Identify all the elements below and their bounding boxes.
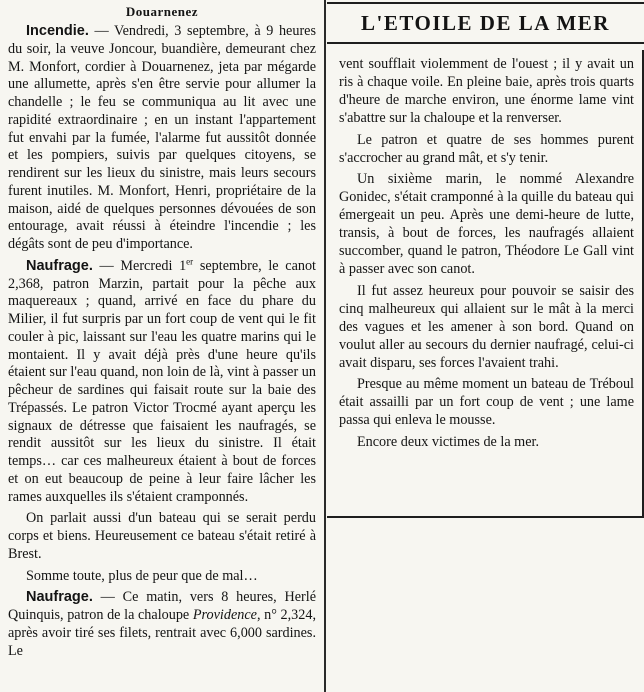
section-heading-douarnenez: Douarnenez bbox=[125, 4, 199, 19]
paragraph-patron: Le patron et quatre de ses hommes purent s'accrocher au grand mât, et s'y tenir. bbox=[339, 131, 634, 166]
keyword-naufrage-2: Naufrage. bbox=[26, 589, 93, 606]
article-incendie-text: — Vendredi, 3 septembre, à 9 heures du soir, la veuve Joncour, buandière, demeurant chez M. Monfort, cordier à Douarnenez, jeta par mégarde une allumette, après s'en être servie pour allumer la chandelle ; le feu se communiqua au lit avec une rapidité extraordinaire ; en un instant l'appartement fut envahi par la fumée, l'alarme fut aussitôt donnée et les pompiers, suivis par quelques citoyens, se rendirent sur les lieux du sinistre, mais leurs secours furent inutiles. M. Monfort, Henri, propriétaire de la maison, aidé de quelques personnes dévouées de son entourage, avait réussi à éteindre l'incendie ; les dégâts sont de peu d'importance. bbox=[8, 23, 316, 252]
article-naufrage-1-text-a: — Mercredi 1 bbox=[92, 257, 187, 274]
column-divider bbox=[324, 0, 326, 692]
masthead-title: L'ETOILE DE LA MER bbox=[361, 10, 610, 35]
paragraph-vent: vent soufflait violemment de l'ouest ; il y avait un ris à chaque voile. En pleine baie, après trois quarts d'heure de marche environ, une énorme lame vint s'abattre sur la chaloupe et la renverser. bbox=[339, 56, 634, 126]
ordinal-superscript: er bbox=[186, 256, 194, 267]
paragraph-treboul: Presque au même moment un bateau de Tréboul était assailli par un fort coup de vent ; une lame passa qui enleva le mousse. bbox=[339, 376, 634, 429]
keyword-naufrage-1: Naufrage. bbox=[26, 257, 93, 274]
right-column bbox=[327, 0, 644, 692]
paragraph-bateau-perdu: On parlait aussi d'un bateau qui se serait perdu corps et biens. Heureusement ce bateau s'était retiré à Brest. bbox=[8, 510, 316, 562]
boat-name-providence: Providence bbox=[192, 607, 257, 623]
article-naufrage-2 bbox=[8, 589, 316, 660]
article-naufrage-2-text-b: , n° 2,324, après avoir tiré ses filets, rentrait avec 6,000 sardines. Le bbox=[8, 607, 316, 659]
paragraph-somme-toute: Somme toute, plus de peur que de mal… bbox=[26, 567, 258, 584]
masthead bbox=[327, 2, 644, 44]
keyword-incendie: Incendie. bbox=[26, 23, 89, 39]
article-naufrage-1 bbox=[8, 258, 316, 507]
paragraph-sixieme-marin: Un sixième marin, le nommé Alexandre Gonidec, s'était cramponné à la quille du bateau qui émergeait un peu. Après une demi-heure de lutte, transis, à bout de forces, les naufragés allaient succomber, quand le patron, Théodore Le Gall vint à passer avec son canot. bbox=[339, 171, 634, 277]
article-naufrage-2-text-a: — Ce matin, vers 8 heures, Herlé Quinquis, patron de la chaloupe bbox=[8, 589, 316, 623]
article-incendie bbox=[8, 23, 316, 254]
paragraph-victimes: Encore deux victimes de la mer. bbox=[357, 434, 540, 451]
article-naufrage-1-text-b: septembre, le canot 2,368, patron Marzin, partait pour la pêche aux maquereaux ; quand, arrivé en face du phare du Milier, il fut surpris par un fort coup de vent qui le fit couler à pic, laissant sur l'eau les quatre marins qui le montaient. Il y avait déjà près d'une heure qu'ils étaient sur l'eau quand, non loin de là, vint à passer un pêcheur de sardines qui faisait route sur la baie des Trépassés. Le patron Victor Trocmé ayant aperçu les signaux de détresse que faisaient les naufragés, se rendit aussitôt sur les lieux du sinistre. Il était temps… car ces malheureux étaient à bout de forces et on eut beaucoup de peine à leur faire lâcher les rames auxquelles ils s'étaient cramponnés. bbox=[8, 257, 316, 505]
paragraph-sauvetage: Il fut assez heureux pour pouvoir se saisir des cinq malheureux qui allaient sur le mât à la merci des vagues et les amener à son bord. Quand on voulut aller au secours du dernier naufragé, celui-ci avait disparu, ses forces l'avaient trahi. bbox=[339, 282, 634, 371]
continuation-box bbox=[327, 50, 644, 518]
